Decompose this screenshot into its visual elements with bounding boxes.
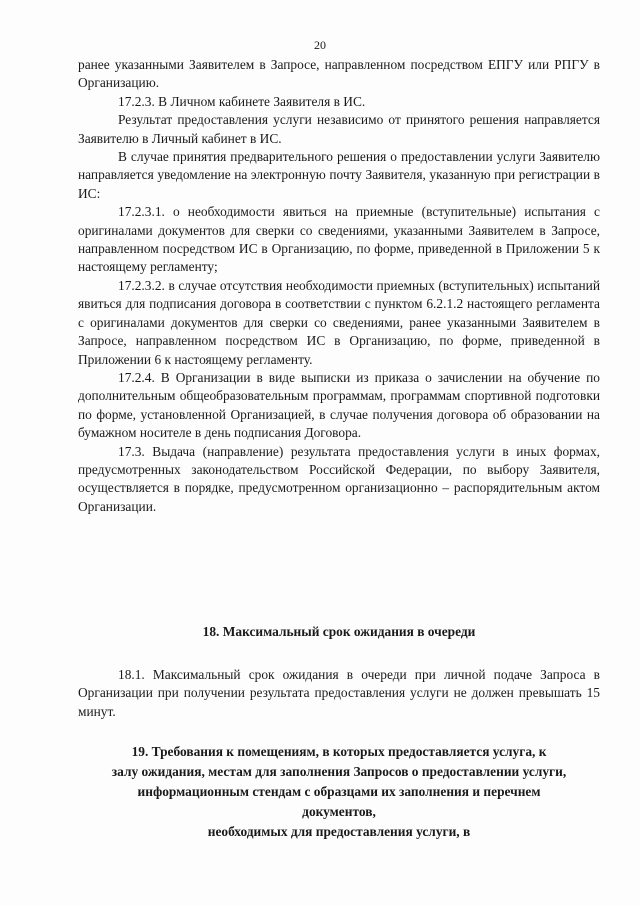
page-number: 20 [314,38,326,52]
section-19-heading-line: документов, [302,804,376,819]
paragraph-17-2-3-1: 17.2.3.1. о необходимости явиться на приемные (вступительные) испытания с оригиналами документов для сверки со сведениями, указанными Заявителем в Запросе, направленном посредством ИС в Организацию, по форме, приведенной в Приложении 5 к настоящему регламенту; [78,204,600,275]
paragraph-17-3: 17.3. Выдача (направление) результата предоставления услуги в иных формах, предусмотренных законодательством Российской Федерации, по выбору Заявителя, осуществляется в порядке, предусмотренном организационно – распорядительным актом Организации. [78,443,600,514]
section-19-heading-line: необходимых для предоставления услуги, в [207,824,471,839]
paragraph-18-1: 18.1. Максимальный срок ожидания в очереди при личной подаче Запроса в Организации при получении результата предоставления услуги не должен превышать 15 минут. [78,667,600,719]
main-text [78,56,600,516]
section-19-heading-line: 19. Требования к помещениям, в которых предоставляется услуга, к [131,744,547,759]
paragraph-notification: В случае принятия предварительного решения о предоставлении услуги Заявителю направляется уведомление на электронную почту Заявителя, указанную при регистрации в ИС: [78,149,600,201]
paragraph-result: Результат предоставления услуги независимо от принятого решения направляется Заявителю в Личный кабинет в ИС. [78,112,600,146]
section-19-heading [78,742,600,842]
paragraph-17-2-3-2: 17.2.3.2. в случае отсутствия необходимости приемных (вступительных) испытаний явиться для подписания договора в соответствии с пунктом 6.2.1.2 настоящего регламента с оригиналами документов для сверки со сведениями, ранее указанными Заявителем в Запросе, направленном посредством ИС в Организацию, по форме, приведенной в Приложении 6 к настоящему регламенту. [78,277,600,367]
section-18-heading: 18. Максимальный срок ожидания в очереди [202,624,476,639]
paragraph-17-2-3: 17.2.3. В Личном кабинете Заявителя в ИС. [118,93,366,109]
section-19-heading-line: информационным стендам с образцами их заполнения и перечнем [137,784,541,799]
section-19-heading-line: залу ожидания, местам для заполнения Запросов о предоставлении услуги, [111,764,567,779]
paragraph-17-2-4: 17.2.4. В Организации в виде выписки из приказа о зачислении на обучение по дополнительным общеобразовательным программам, программам спортивной подготовки по форме, установленной Организацией, в случае получения договора об образовании на бумажном носителе в день подписания Договора. [78,369,600,441]
paragraph-continuation: ранее указанными Заявителем в Запросе, направленном посредством ЕПГУ или РПГУ в Организацию. [78,57,600,91]
